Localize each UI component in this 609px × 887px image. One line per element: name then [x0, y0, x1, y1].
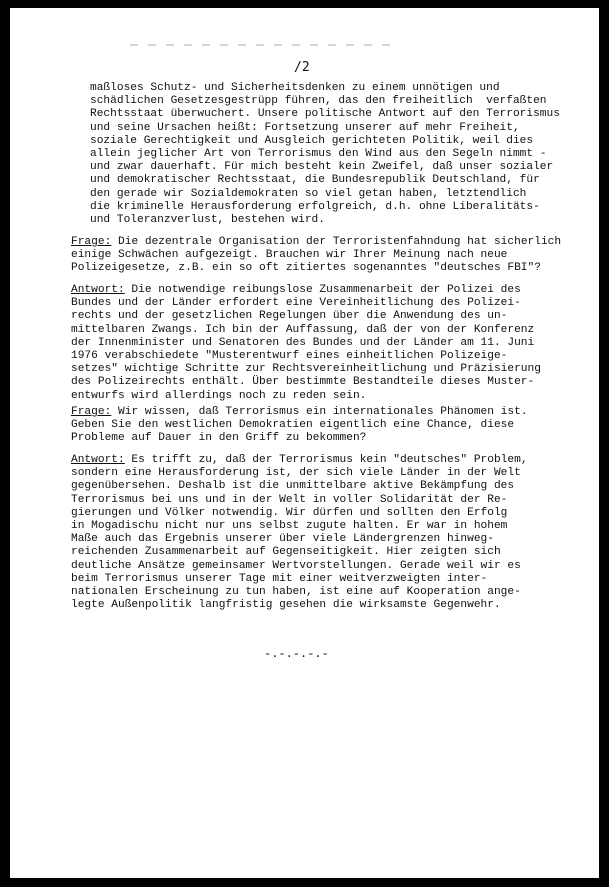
- question-2: [71, 406, 528, 446]
- answer-text: Es trifft zu, daß der Terrorismus kein "deutsches" Problem, sondern eine Herausforderung ist, der sich viele Länder in der Welt gegenübersehen. Deshalb ist die unmittelbare aktive Bekämpfung des Terrorismus bei uns und in der Welt in voller Solidarität der Re- gierungen und Völker notwendig. Wir dürfen und sollten den Erfolg in Mogadischu nicht nur uns selbst zugute halten. Er war in hohem Maße auch das Ergebnis unserer über viele Ländergrenzen hinweg- reichenden Zusammenarbeit auf Gegenseitigkeit. Hier zeigten sich deutliche Ansätze gemeinsamer Wertvorstellungen. Gerade weil wir es beim Terrorismus unserer Tage mit einer weitverzweigten inter- nationalen Erscheinung zu tun haben, ist eine auf Kooperation ange- legte Außenpolitik langfristig gesehen die wirksamste Gegenwehr.: [71, 454, 528, 612]
- question-text: Wir wissen, daß Terrorismus ein internationales Phänomen ist. Geben Sie den westlichen Demokratien eigentlich eine Chance, diese Probleme auf Dauer in den Griff zu bekommen?: [71, 406, 528, 445]
- intro-paragraph-text: maßloses Schutz- und Sicherheitsdenken zu einem unnötigen und schädlichen Gesetzesgestrüpp führen, das den freiheitlich verfaßten Rechtsstaat überwuchert. Unsere politische Antwort auf den Terrorismus und seine Ursachen heißt: Fortsetzung unserer auf mehr Freiheit, soziale Gerechtigkeit und Ausgleich gerichteten Politik, weil dies allein jeglicher Art von Terrorismus den Wind aus den Segeln nimmt - und zwar dauerhaft. Für mich besteht kein Zweifel, daß unser sozialer und demokratischer Rechtsstaat, die Bundesrepublik Deutschland, für den gerade wir Sozialdemokraten so viel getan haben, letztendlich die kriminelle Herausforderung erfolgreich, d.h. ohne Liberalitäts- und Toleranzverlust, bestehen wird.: [90, 82, 560, 227]
- answer-1: [71, 284, 541, 403]
- question-label: Frage:: [71, 406, 112, 418]
- page-number: /2: [294, 60, 310, 75]
- answer-label: Antwort:: [71, 284, 125, 296]
- scan-artifact: [130, 44, 390, 46]
- answer-text: Die notwendige reibungslose Zusammenarbeit der Polizei des Bundes und der Länder erfordert eine Vereinheitlichung des Polizei- rechts und der gesetzlichen Regelungen über die Anwendung des un- mittelbaren Zwangs. Ich bin der Auffassung, daß der von der Konferenz der Innenminister und Senatoren des Bundes und der Länder am 11. Juni 1976 verabschiedete "Musterentwurf eines einheitlichen Polizeige- setzes" wichtige Schritte zur Rechtsvereinheitlichung und Präzisierung des Polizeirechts enthält. Über bestimmte Bestandteile dieses Muster- entwurfs wird allerdings noch zu reden sein.: [71, 284, 541, 402]
- end-mark: -.-.-.-.-: [264, 647, 329, 661]
- document-page: [10, 8, 599, 878]
- answer-label: Antwort:: [71, 454, 125, 466]
- question-text: Die dezentrale Organisation der Terroristenfahndung hat sicherlich einige Schwächen aufgezeigt. Brauchen wir Ihrer Meinung nach neue Polizeigesetze, z.B. ein so oft zitiertes sogenanntes "deutsches FBI"?: [71, 236, 562, 275]
- question-label: Frage:: [71, 236, 112, 248]
- answer-2: [71, 454, 528, 612]
- intro-paragraph: [90, 82, 560, 227]
- question-1: [71, 236, 561, 276]
